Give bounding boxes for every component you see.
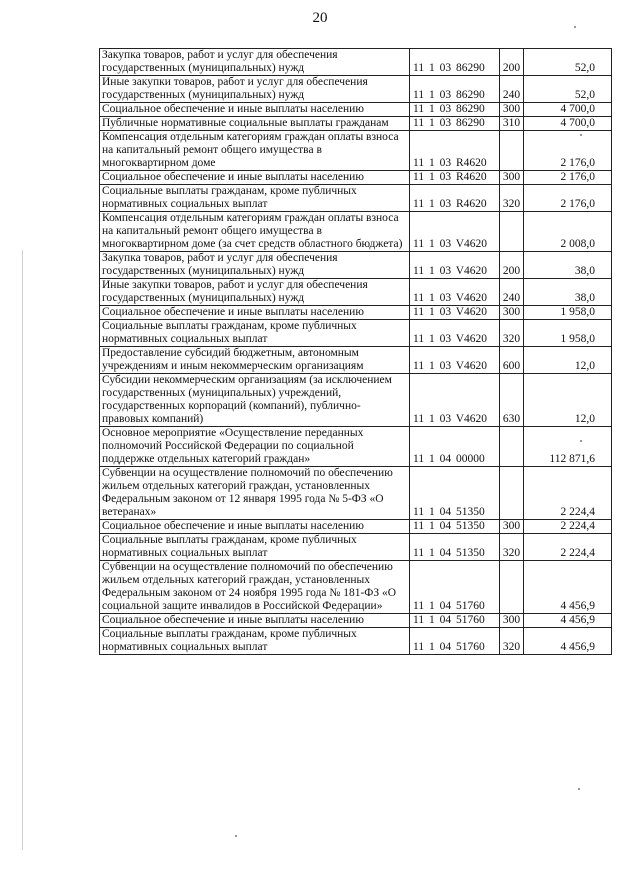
- row-expense-type-cell: 300: [500, 171, 524, 185]
- row-amount-cell: 2 176,0: [524, 185, 612, 212]
- row-expense-type-cell: 200: [500, 252, 524, 279]
- row-name-cell: Социальные выплаты гражданам, кроме публичных нормативных социальных выплат: [100, 628, 410, 655]
- table-row: [100, 76, 612, 103]
- scan-speck: [580, 134, 582, 136]
- row-code-cell: 11 1 04 00000: [410, 427, 500, 467]
- table-row: [100, 212, 612, 252]
- row-code-cell: 11 1 03 V4620: [410, 306, 500, 320]
- row-expense-type-cell: [500, 212, 524, 252]
- row-code-cell: 11 1 03 V4620: [410, 279, 500, 306]
- table-row: [100, 427, 612, 467]
- table-row: [100, 117, 612, 131]
- row-code-cell: 11 1 03 V4620: [410, 212, 500, 252]
- row-expense-type-cell: 320: [500, 628, 524, 655]
- budget-table: [99, 48, 612, 655]
- row-name-cell: Субсидии некоммерческим организациям (за исключением государственных (муниципальных) учреждений, государственных корпораций (компаний), публично-правовых компаний): [100, 374, 410, 427]
- row-amount-cell: 4 700,0: [524, 103, 612, 117]
- table-row: [100, 628, 612, 655]
- row-name-cell: Социальные выплаты гражданам, кроме публичных нормативных социальных выплат: [100, 320, 410, 347]
- table-row: [100, 103, 612, 117]
- scan-speck: [574, 26, 576, 28]
- row-amount-cell: 4 456,9: [524, 628, 612, 655]
- row-code-cell: 11 1 03 V4620: [410, 320, 500, 347]
- row-code-cell: 11 1 03 V4620: [410, 252, 500, 279]
- row-name-cell: Компенсация отдельным категориям граждан оплаты взноса на капитальный ремонт общего имущества в многоквартирном доме: [100, 131, 410, 171]
- scan-speck: [235, 835, 237, 837]
- table-row: [100, 374, 612, 427]
- table-row: [100, 306, 612, 320]
- table-row: [100, 467, 612, 520]
- row-amount-cell: 4 456,9: [524, 614, 612, 628]
- row-code-cell: 11 1 04 51760: [410, 628, 500, 655]
- table-row: [100, 185, 612, 212]
- row-expense-type-cell: 320: [500, 185, 524, 212]
- scan-speck: [580, 440, 582, 442]
- row-name-cell: Социальное обеспечение и иные выплаты населению: [100, 171, 410, 185]
- row-amount-cell: 2 176,0: [524, 171, 612, 185]
- row-expense-type-cell: [500, 131, 524, 171]
- table-row: [100, 534, 612, 561]
- row-amount-cell: 38,0: [524, 252, 612, 279]
- row-name-cell: Субвенции на осуществление полномочий по обеспечению жильем отдельных категорий граждан, установленных Федеральным законом от 24 ноября 1995 года № 181-ФЗ «О социальной защите инвалидов в Российской Федерации»: [100, 561, 410, 614]
- margin-line: [22, 250, 23, 850]
- row-expense-type-cell: 300: [500, 306, 524, 320]
- table-row: [100, 49, 612, 76]
- row-name-cell: Социальное обеспечение и иные выплаты населению: [100, 614, 410, 628]
- table-row: [100, 347, 612, 374]
- row-name-cell: Публичные нормативные социальные выплаты гражданам: [100, 117, 410, 131]
- row-name-cell: Иные закупки товаров, работ и услуг для обеспечения государственных (муниципальных) нужд: [100, 279, 410, 306]
- row-name-cell: Социальные выплаты гражданам, кроме публичных нормативных социальных выплат: [100, 534, 410, 561]
- table-row: [100, 171, 612, 185]
- row-code-cell: 11 1 03 R4620: [410, 171, 500, 185]
- table-row: [100, 320, 612, 347]
- row-amount-cell: 1 958,0: [524, 306, 612, 320]
- row-name-cell: Иные закупки товаров, работ и услуг для обеспечения государственных (муниципальных) нужд: [100, 76, 410, 103]
- row-expense-type-cell: 240: [500, 279, 524, 306]
- table-row: [100, 131, 612, 171]
- row-expense-type-cell: 300: [500, 520, 524, 534]
- row-code-cell: 11 1 04 51350: [410, 534, 500, 561]
- table-row: [100, 279, 612, 306]
- row-amount-cell: 1 958,0: [524, 320, 612, 347]
- table-row: [100, 561, 612, 614]
- row-amount-cell: 12,0: [524, 374, 612, 427]
- row-amount-cell: 2 224,4: [524, 467, 612, 520]
- row-expense-type-cell: 300: [500, 614, 524, 628]
- table-row: [100, 614, 612, 628]
- row-name-cell: Социальное обеспечение и иные выплаты населению: [100, 520, 410, 534]
- row-amount-cell: 2 176,0: [524, 131, 612, 171]
- row-name-cell: Социальное обеспечение и иные выплаты населению: [100, 306, 410, 320]
- row-name-cell: Предоставление субсидий бюджетным, автономным учреждениям и иным некоммерческим организациям: [100, 347, 410, 374]
- row-expense-type-cell: [500, 561, 524, 614]
- row-name-cell: Компенсация отдельным категориям граждан оплаты взноса на капитальный ремонт общего имущества в многоквартирном доме (за счет средств областного бюджета): [100, 212, 410, 252]
- row-name-cell: Закупка товаров, работ и услуг для обеспечения государственных (муниципальных) нужд: [100, 252, 410, 279]
- row-amount-cell: 2 008,0: [524, 212, 612, 252]
- row-code-cell: 11 1 03 V4620: [410, 374, 500, 427]
- scan-speck: [578, 788, 580, 790]
- row-expense-type-cell: 240: [500, 76, 524, 103]
- row-expense-type-cell: [500, 427, 524, 467]
- row-code-cell: 11 1 03 R4620: [410, 131, 500, 171]
- row-amount-cell: 52,0: [524, 49, 612, 76]
- row-expense-type-cell: 600: [500, 347, 524, 374]
- row-code-cell: 11 1 04 51760: [410, 561, 500, 614]
- row-code-cell: 11 1 03 86290: [410, 117, 500, 131]
- row-name-cell: Социальные выплаты гражданам, кроме публичных нормативных социальных выплат: [100, 185, 410, 212]
- row-amount-cell: 4 700,0: [524, 117, 612, 131]
- table-row: [100, 252, 612, 279]
- row-amount-cell: 2 224,4: [524, 534, 612, 561]
- table-body: [100, 49, 612, 655]
- row-expense-type-cell: 310: [500, 117, 524, 131]
- row-expense-type-cell: 200: [500, 49, 524, 76]
- row-amount-cell: 38,0: [524, 279, 612, 306]
- row-expense-type-cell: 320: [500, 534, 524, 561]
- row-code-cell: 11 1 04 51760: [410, 614, 500, 628]
- row-code-cell: 11 1 03 R4620: [410, 185, 500, 212]
- row-amount-cell: 2 224,4: [524, 520, 612, 534]
- row-expense-type-cell: 300: [500, 103, 524, 117]
- row-amount-cell: 52,0: [524, 76, 612, 103]
- row-code-cell: 11 1 03 86290: [410, 49, 500, 76]
- row-amount-cell: 12,0: [524, 347, 612, 374]
- row-code-cell: 11 1 03 V4620: [410, 347, 500, 374]
- row-name-cell: Субвенции на осуществление полномочий по обеспечению жильем отдельных категорий граждан, установленных Федеральным законом от 12 января 1995 года № 5-ФЗ «О ветеранах»: [100, 467, 410, 520]
- row-expense-type-cell: [500, 467, 524, 520]
- row-expense-type-cell: 320: [500, 320, 524, 347]
- row-code-cell: 11 1 03 86290: [410, 76, 500, 103]
- row-name-cell: Социальное обеспечение и иные выплаты населению: [100, 103, 410, 117]
- row-name-cell: Закупка товаров, работ и услуг для обеспечения государственных (муниципальных) нужд: [100, 49, 410, 76]
- page-number: 20: [312, 10, 328, 26]
- table-row: [100, 520, 612, 534]
- row-amount-cell: 112 871,6: [524, 427, 612, 467]
- row-code-cell: 11 1 03 86290: [410, 103, 500, 117]
- row-code-cell: 11 1 04 51350: [410, 467, 500, 520]
- row-code-cell: 11 1 04 51350: [410, 520, 500, 534]
- row-expense-type-cell: 630: [500, 374, 524, 427]
- row-name-cell: Основное мероприятие «Осуществление переданных полномочий Российской Федерации по социальной поддержке отдельных категорий граждан»: [100, 427, 410, 467]
- row-amount-cell: 4 456,9: [524, 561, 612, 614]
